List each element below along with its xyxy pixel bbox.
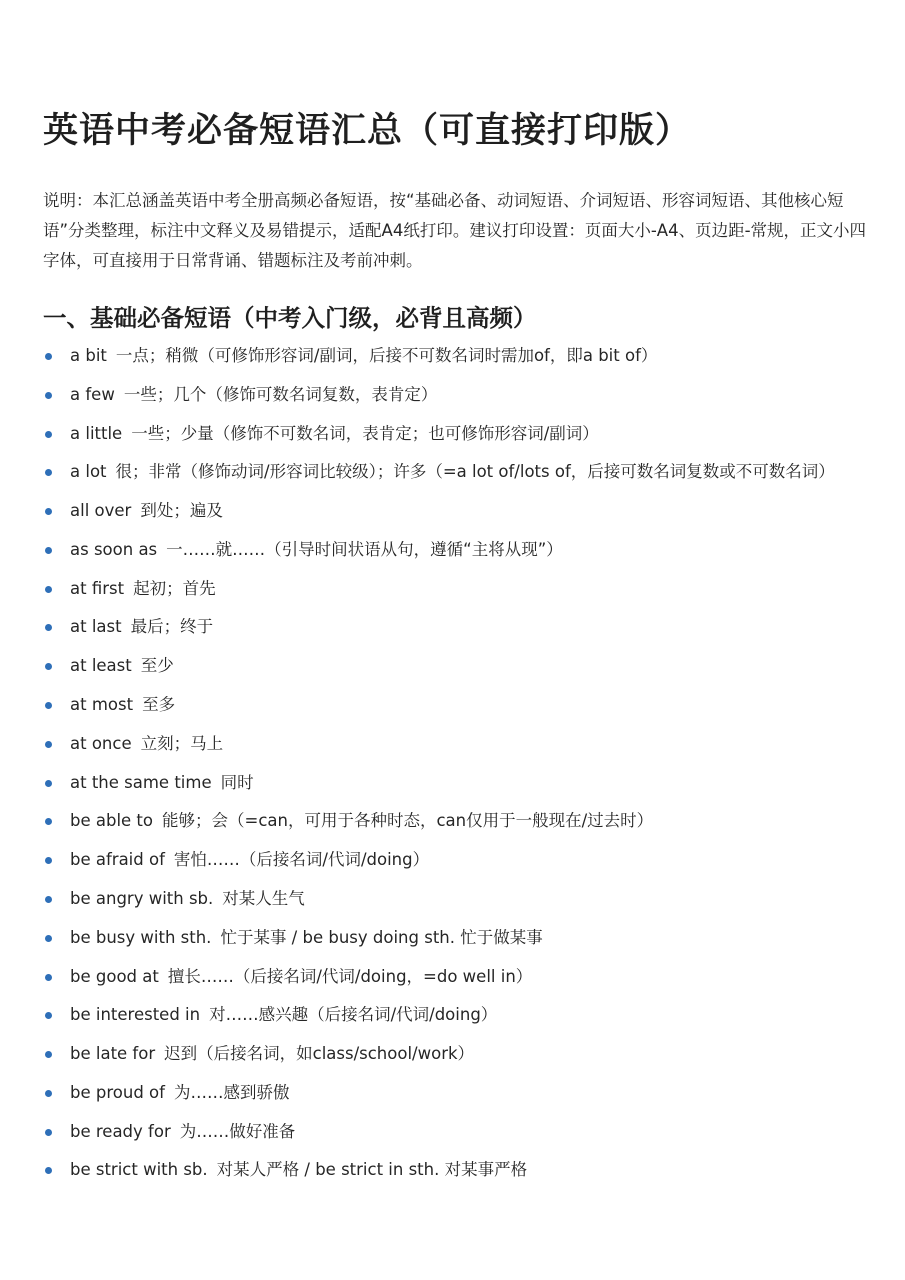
bullet-icon xyxy=(45,818,52,825)
bullet-icon xyxy=(45,392,52,399)
meaning-text: 擅长……（后接名词/代词/doing，=do well in） xyxy=(167,966,533,986)
phrase-text: a little xyxy=(70,423,123,443)
list-item xyxy=(43,497,873,526)
page-title: 英语中考必备短语汇总（可直接打印版） xyxy=(43,111,692,151)
phrase-text: be proud of xyxy=(70,1082,165,1102)
list-item xyxy=(43,458,873,487)
bullet-icon xyxy=(45,1051,52,1058)
meaning-text: 对某人生气 xyxy=(222,888,305,908)
phrase-text: be able to xyxy=(70,811,153,831)
meaning-text: 对……感兴趣（后接名词/代词/doing） xyxy=(209,1005,498,1025)
bullet-icon xyxy=(45,974,52,981)
phrase-text: be busy with sth. xyxy=(70,927,212,947)
bullet-icon xyxy=(45,624,52,631)
list-item xyxy=(43,924,873,953)
bullet-icon xyxy=(45,1012,52,1019)
phrase-text: at first xyxy=(70,578,125,598)
phrase-text: as soon as xyxy=(70,539,158,559)
list-item xyxy=(43,1001,873,1030)
list-item xyxy=(43,575,873,604)
phrase-text: at the same time xyxy=(70,772,212,792)
phrase-text: a few xyxy=(70,384,115,404)
phrase-text: be late for xyxy=(70,1044,156,1064)
list-item xyxy=(43,846,873,875)
meaning-text: 一些；几个（修饰可数名词复数，表肯定） xyxy=(123,384,438,404)
meaning-text: 能够；会（=can，可用于各种时态，can仅用于一般现在/过去时） xyxy=(162,811,654,831)
bullet-icon xyxy=(45,547,52,554)
phrase-text: be ready for xyxy=(70,1121,171,1141)
phrase-text: a lot xyxy=(70,462,107,482)
meaning-text: 一些；少量（修饰不可数名词，表肯定；也可修饰形容词/副词） xyxy=(131,423,599,443)
bullet-icon xyxy=(45,431,52,438)
bullet-icon xyxy=(45,469,52,476)
list-item xyxy=(43,1156,873,1185)
meaning-text: 至少 xyxy=(140,656,174,676)
meaning-text: 迟到（后接名词，如class/school/work） xyxy=(164,1044,475,1064)
bullet-icon xyxy=(45,896,52,903)
meaning-text: 为……做好准备 xyxy=(179,1121,296,1141)
bullet-icon xyxy=(45,780,52,787)
list-item xyxy=(43,613,873,642)
meaning-text: 很；非常（修饰动词/形容词比较级）；许多（=a lot of/lots of，后接可数名词复数或不可数名词） xyxy=(115,462,835,482)
phrase-text: be good at xyxy=(70,966,159,986)
phrase-text: be afraid of xyxy=(70,850,165,870)
list-item xyxy=(43,342,873,371)
list-item xyxy=(43,1040,873,1069)
bullet-icon xyxy=(45,1129,52,1136)
list-item xyxy=(43,769,873,798)
meaning-text: 忙于某事 / be busy doing sth. 忙于做某事 xyxy=(220,927,543,947)
meaning-text: 一……就……（引导时间状语从句，遵循“主将从现”） xyxy=(166,539,563,559)
meaning-text: 到处；遍及 xyxy=(140,501,223,521)
phrase-text: be interested in xyxy=(70,1005,201,1025)
meaning-text: 起初；首先 xyxy=(133,578,216,598)
meaning-text: 立刻；马上 xyxy=(140,733,224,753)
phrase-text: be angry with sb. xyxy=(70,888,214,908)
bullet-icon xyxy=(45,508,52,515)
meaning-text: 对某人严格 / be strict in sth. 对某事严格 xyxy=(216,1160,528,1180)
list-item xyxy=(43,420,873,449)
list-item xyxy=(43,536,873,565)
list-item xyxy=(43,691,873,720)
phrase-text: at least xyxy=(70,656,132,676)
list-item xyxy=(43,885,873,914)
bullet-icon xyxy=(45,702,52,709)
list-item xyxy=(43,1079,873,1108)
phrase-text: a bit xyxy=(70,346,107,365)
phrase-text: at most xyxy=(70,695,134,715)
list-item xyxy=(43,381,873,410)
bullet-icon xyxy=(45,353,52,360)
bullet-icon xyxy=(45,1090,52,1097)
intro-paragraph: 说明：本汇总涵盖英语中考全册高频必备短语，按“基础必备、动词短语、介词短语、形容词短语、其他核心短语”分类整理，标注中文释义及易错提示，适配A4纸打印。建议打印设置：页面大小-A4、页边距-常规，正文小四字体，可直接用于日常背诵、错题标注及考前冲刺。 xyxy=(43,191,867,270)
meaning-text: 至多 xyxy=(142,695,176,715)
section-heading: 一、基础必备短语（中考入门级，必背且高频） xyxy=(43,304,537,332)
list-item xyxy=(43,730,873,759)
bullet-icon xyxy=(45,857,52,864)
phrase-list xyxy=(43,342,873,1195)
phrase-text: all over xyxy=(70,501,132,521)
list-item xyxy=(43,1118,873,1147)
bullet-icon xyxy=(45,935,52,942)
bullet-icon xyxy=(45,741,52,748)
meaning-text: 为……感到骄傲 xyxy=(173,1082,290,1102)
meaning-text: 害怕……（后接名词/代词/doing） xyxy=(173,850,430,870)
bullet-icon xyxy=(45,1167,52,1174)
bullet-icon xyxy=(45,663,52,670)
list-item xyxy=(43,652,873,681)
phrase-text: at once xyxy=(70,733,132,753)
phrase-text: at last xyxy=(70,617,122,637)
meaning-text: 同时 xyxy=(220,772,254,792)
bullet-icon xyxy=(45,586,52,593)
meaning-text: 一点；稍微（可修饰形容词/副词，后接不可数名词时需加of，即a bit of） xyxy=(115,346,658,365)
list-item xyxy=(43,963,873,992)
phrase-text: be strict with sb. xyxy=(70,1160,208,1180)
meaning-text: 最后；终于 xyxy=(130,617,214,637)
list-item xyxy=(43,807,873,836)
